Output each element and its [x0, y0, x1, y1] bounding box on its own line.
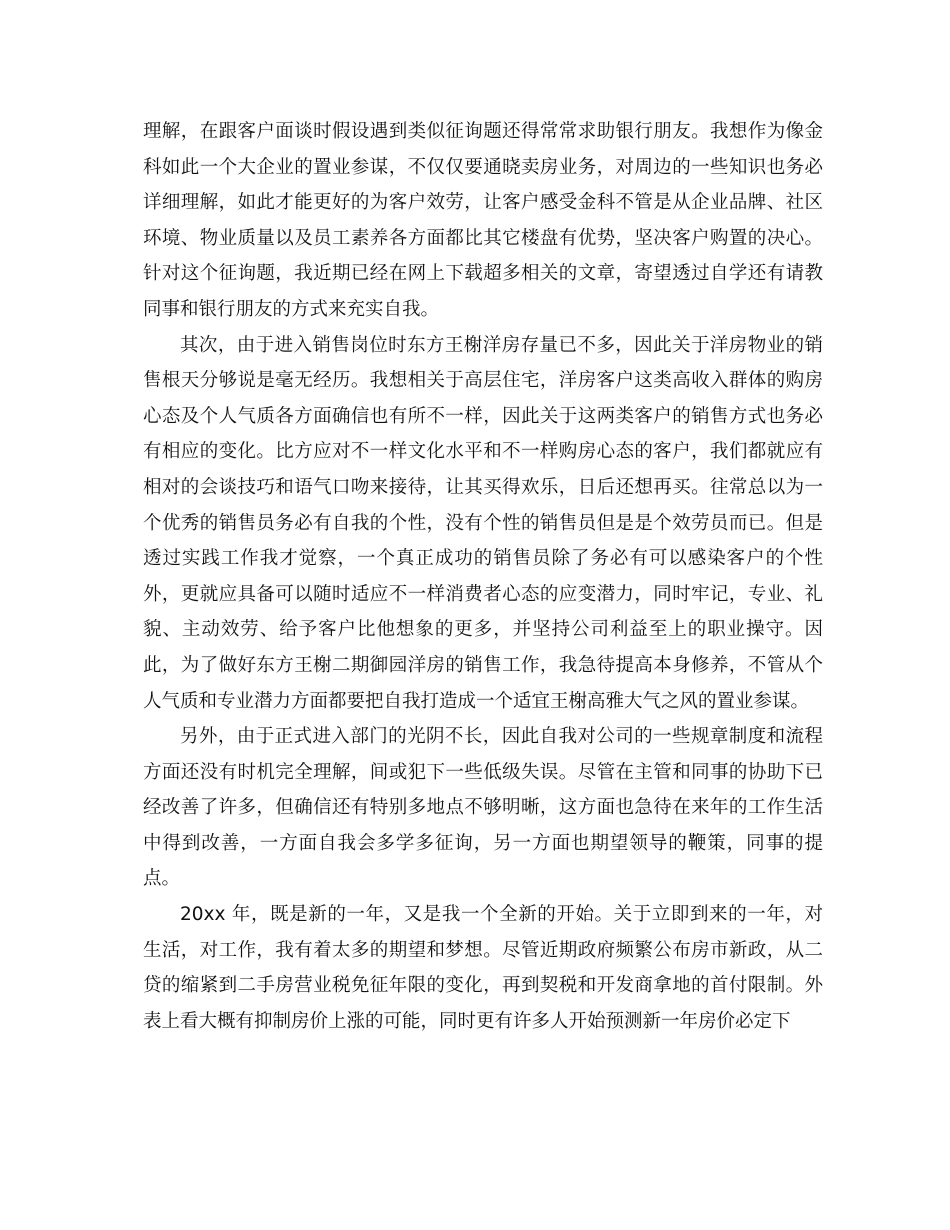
text-line: 貌、主动效劳、给予客户比他想象的更多，并坚持公司利益至上的职业操守。因: [143, 619, 823, 641]
text-line: 售根天分够说是毫无经历。我想相关于高层住宅，洋房客户这类高收入群体的购房: [143, 370, 823, 392]
paragraph-start-line: 另外，由于正式进入部门的光阴不长，因此自我对公司的一些规章制度和流程: [180, 726, 823, 748]
paragraph-start-line: 其次，由于进入销售岗位时东方王榭洋房存量已不多，因此关于洋房物业的销: [180, 334, 823, 356]
text-line: 心态及个人气质各方面确信也有所不一样，因此关于这两类客户的销售方式也务必: [143, 405, 823, 427]
text-line: 外，更就应具备可以随时适应不一样消费者心态的应变潜力，同时牢记，专业、礼: [143, 583, 823, 605]
document-body: [143, 114, 823, 1039]
paragraph-start-line: 20xx 年，既是新的一年，又是我一个全新的开始。关于立即到来的一年，对: [180, 904, 823, 926]
text-line: 经改善了许多，但确信还有特别多地点不够明晰，这方面也急待在来年的工作生活: [143, 797, 823, 819]
text-line: 人气质和专业潜力方面都要把自我打造成一个适宜王榭高雅大气之风的置业参谋。: [143, 690, 810, 712]
text-line: 科如此一个大企业的置业参谋，不仅仅要通晓卖房业务，对周边的一些知识也务必: [143, 156, 823, 178]
text-line: 生活，对工作，我有着太多的期望和梦想。尽管近期政府频繁公布房市新政，从二: [143, 939, 823, 961]
text-line: 环境、物业质量以及员工素养各方面都比其它楼盘有优势，坚决客户购置的决心。: [143, 227, 823, 249]
text-line: 方面还没有时机完全理解，间或犯下一些低级失误。尽管在主管和同事的协助下已: [143, 761, 823, 783]
text-line: 此，为了做好东方王榭二期御园洋房的销售工作，我急待提高本身修养，不管从个: [143, 654, 823, 676]
text-line: 同事和银行朋友的方式来充实自我。: [143, 298, 440, 320]
text-line: 中得到改善，一方面自我会多学多征询，另一方面也期望领导的鞭策，同事的提: [143, 832, 823, 854]
text-line: 理解，在跟客户面谈时假设遇到类似征询题还得常常求助银行朋友。我想作为像金: [143, 121, 823, 142]
text-line: 有相应的变化。比方应对不一样文化水平和不一样购房心态的客户，我们都就应有: [143, 441, 823, 463]
text-line: 点。: [143, 868, 181, 890]
text-line: 个优秀的销售员务必有自我的个性，没有个性的销售员但是是个效劳员而已。但是: [143, 512, 823, 534]
text-line: 表上看大概有抑制房价上涨的可能，同时更有许多人开始预测新一年房价必定下: [143, 1010, 791, 1032]
text-line: 详细理解，如此才能更好的为客户效劳，让客户感受金科不管是从企业品牌、社区: [143, 192, 823, 214]
text-line: 贷的缩紧到二手房营业税免征年限的变化，再到契税和开发商拿地的首付限制。外: [143, 975, 823, 997]
text-line: 相对的会谈技巧和语气口吻来接待，让其买得欢乐，日后还想再买。往常总以为一: [143, 476, 823, 498]
text-line: 透过实践工作我才觉察，一个真正成功的销售员除了务必有可以感染客户的个性: [143, 548, 823, 570]
text-line: 针对这个征询题，我近期已经在网上下载超多相关的文章，寄望透过自学还有请教: [143, 263, 823, 285]
